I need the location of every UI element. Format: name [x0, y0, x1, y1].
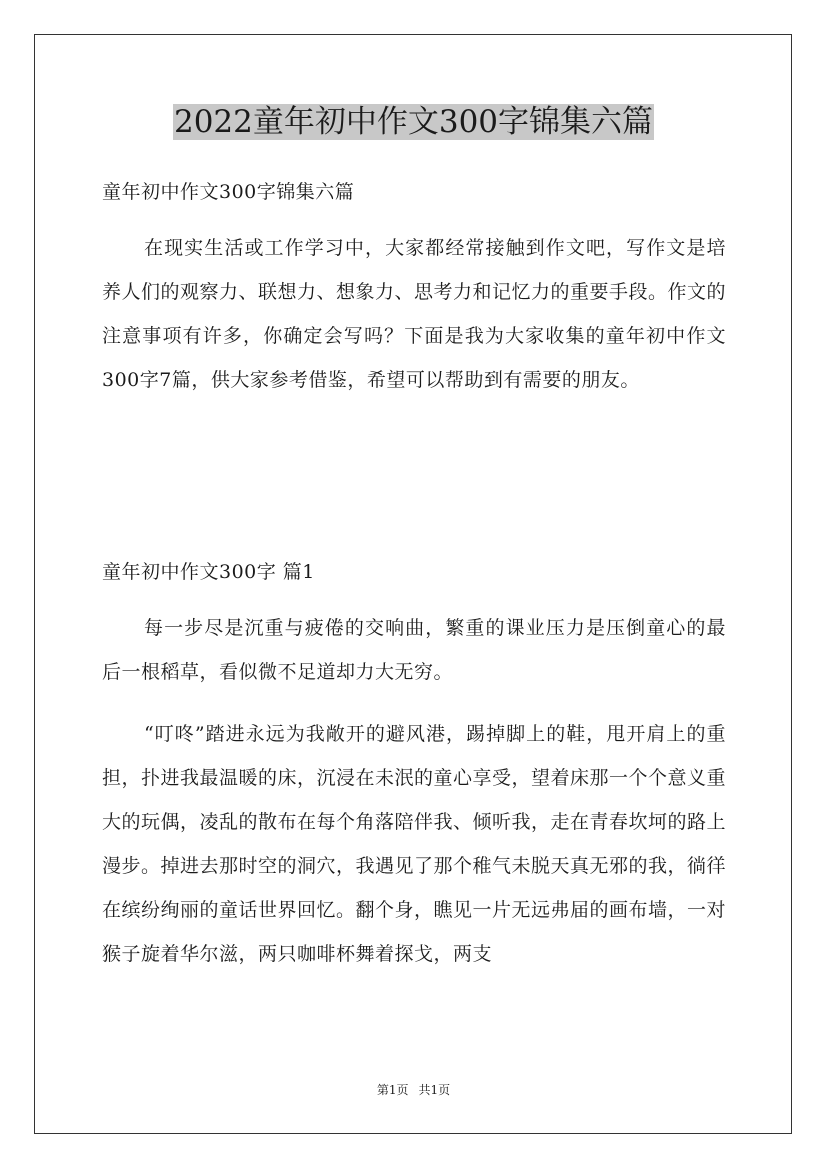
page-footer	[0, 1082, 827, 1098]
page-total: 共1页	[418, 1083, 451, 1097]
section-heading: 童年初中作文300字 篇1	[102, 561, 315, 583]
document-title-text: 2022童年初中作文300字锦集六篇	[173, 104, 654, 140]
body-paragraph-2: “叮咚”踏进永远为我敞开的避风港，踢掉脚上的鞋，甩开肩上的重担，扑进我最温暖的床，沉浸在未泯的童心享受，望着床那一个个意义重大的玩偶，凌乱的散布在每个角落陪伴我、倾听我，走在青春坎坷的路上漫步。掉进去那时空的洞穴，我遇见了那个稚气未脱天真无邪的我，徜徉在缤纷绚丽的童话世界回忆。翻个身，瞧见一片无远弗届的画布墙，一对猴子旋着华尔滋，两只咖啡杯舞着探戈，两支	[102, 723, 727, 965]
page-number: 第1页	[376, 1083, 409, 1097]
body-paragraph-1: 每一步尽是沉重与疲倦的交响曲，繁重的课业压力是压倒童心的最后一根稻草，看似微不足道却力大无穷。	[102, 617, 726, 683]
intro-paragraph: 在现实生活或工作学习中，大家都经常接触到作文吧，写作文是培养人们的观察力、联想力、想象力、思考力和记忆力的重要手段。作文的注意事项有许多，你确定会写吗？下面是我为大家收集的童年初中作文300字7篇，供大家参考借鉴，希望可以帮助到有需要的朋友。	[102, 237, 727, 391]
document-title	[0, 100, 827, 144]
document-subtitle: 童年初中作文300字锦集六篇	[102, 181, 355, 203]
